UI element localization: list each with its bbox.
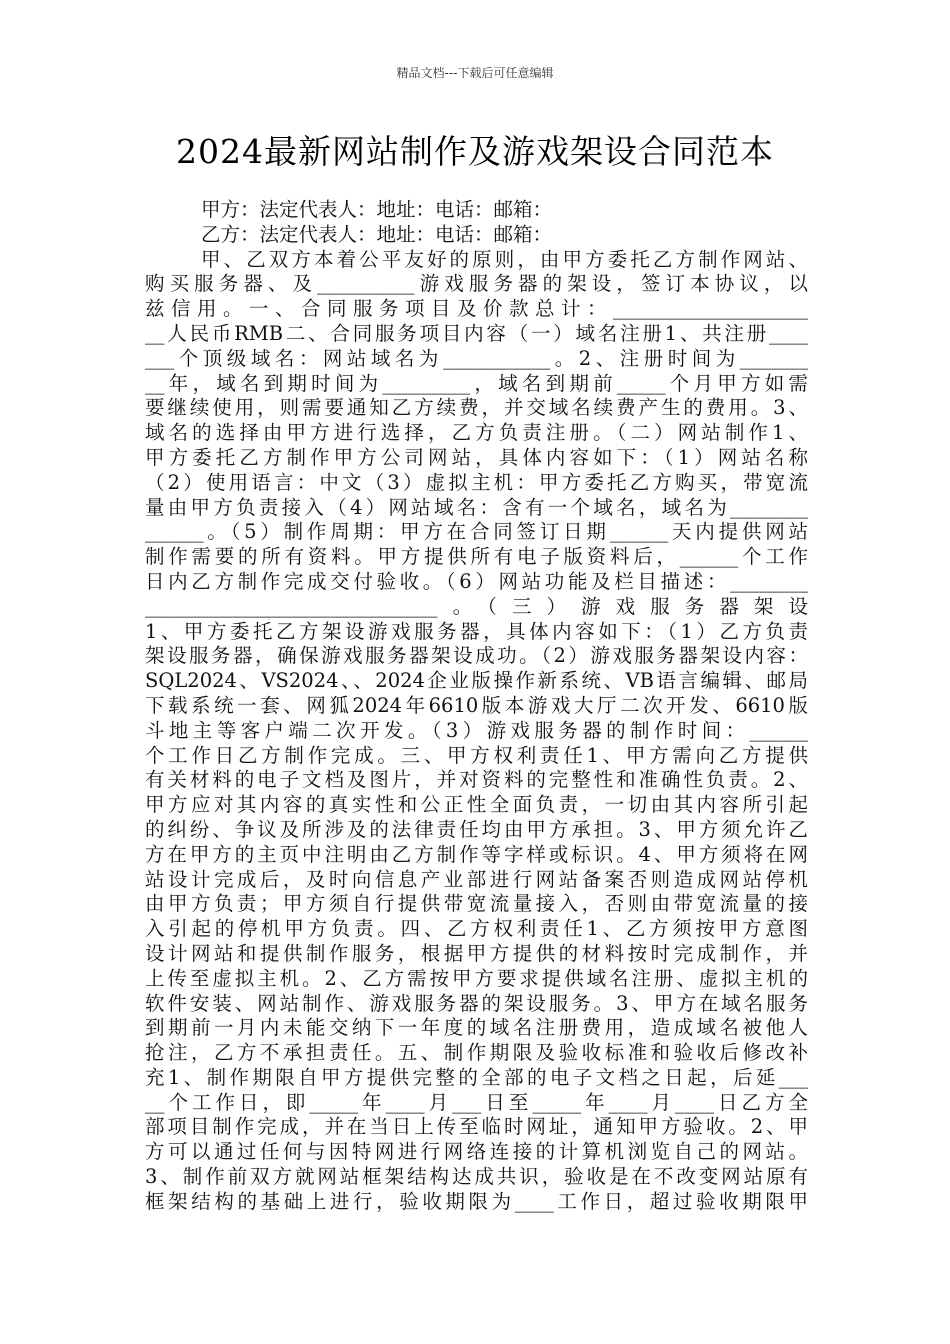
paragraph-line: 设计网站和提供制作服务，根据甲方提供的材料按时完成制作，并	[145, 941, 808, 965]
paragraph-line: （2）使用语言：中文（3）虚拟主机：甲方委托乙方购买，带宽流	[145, 470, 808, 494]
paragraph-line: 充1、制作期限自甲方提供完整的全部的电子文档之日起，后延___	[145, 1065, 808, 1089]
paragraph-line: 到期前一月内未能交纳下一年度的域名注册费用，造成域名被他人	[145, 1016, 808, 1040]
paragraph-line: 制作需要的所有资料。甲方提供所有电子版资料后，______个工作	[145, 545, 808, 569]
paragraph-line: 有关材料的电子文档及图片，并对资料的完整性和准确性负责。2、	[145, 768, 808, 792]
paragraph-line: 由甲方负责；甲方须自行提供带宽流量接入，否则由带宽流量的接	[145, 892, 808, 916]
paragraph-line: __年，域名到期时间为_________，域名到期前_____个月甲方如需	[145, 371, 808, 395]
paragraph-line: 下载系统一套、网狐2024年6610版本游戏大厅二次开发、6610版	[145, 693, 808, 717]
paragraph-line: 框架结构的基础上进行，验收期限为____工作日，超过验收期限甲	[145, 1189, 808, 1213]
paragraph-line: 方在甲方的主页中注明由乙方制作等字样或标识。4、甲方须将在网	[145, 842, 808, 866]
paragraph-line: 购买服务器、及__________游戏服务器的架设，签订本协议，以	[145, 272, 808, 296]
paragraph-line: ___个顶级域名：网站域名为___________。2、注册时间为_______	[145, 346, 808, 370]
paragraph-line: 方可以通过任何与因特网进行网络连接的计算机浏览自己的网站。	[145, 1140, 808, 1164]
paragraph-line: 日内乙方制作完成交付验收。（6）网站功能及栏目描述：________	[145, 569, 808, 593]
document-body	[145, 198, 808, 1215]
paragraph-line: SQL2024、VS2024、、2024企业版操作新系统、VB语言编辑、邮局	[145, 669, 808, 693]
paragraph-line: 甲、乙双方本着公平友好的原则，由甲方委托乙方制作网站、	[201, 247, 808, 271]
contract-paragraph	[145, 248, 808, 1215]
paragraph-line: __人民币RMB二、合同服务项目内容（一）域名注册1、共注册____	[145, 321, 808, 345]
paragraph-line: 量由甲方负责接入（4）网站域名：含有一个域名，域名为________	[145, 495, 808, 519]
paragraph-line: 1、甲方委托乙方架设游戏服务器，具体内容如下：（1）乙方负责	[145, 619, 808, 643]
paragraph-line: 3、制作前双方就网站框架结构达成共识，验收是在不改变网站原有	[145, 1165, 808, 1189]
paragraph-line: 个工作日乙方制作完成。三、甲方权利责任1、甲方需向乙方提供	[145, 743, 808, 767]
paragraph-line: __个工作日，即_____年____月___日至_____年____月____日乙方全	[145, 1090, 808, 1114]
page-header: 精品文档---下载后可任意编辑	[396, 66, 554, 80]
paragraph-line: 甲方委托乙方制作甲方公司网站，具体内容如下：（1）网站名称	[145, 445, 808, 469]
paragraph-line: 部项目制作完成，并在当日上传至临时网址，通知甲方验收。2、甲	[145, 1115, 808, 1139]
paragraph-line: 架设服务器，确保游戏服务器架设成功。（2）游戏服务器架设内容：	[145, 644, 808, 668]
paragraph-line: 站设计完成后，及时向信息产业部进行网站备案否则造成网站停机	[145, 867, 808, 891]
party-a-line: 甲方：法定代表人：地址：电话：邮箱：	[201, 198, 553, 221]
paragraph-line: 的纠纷、争议及所涉及的法律责任均由甲方承担。3、甲方须允许乙	[145, 817, 808, 841]
paragraph-line: 斗地主等客户端二次开发。（3）游戏服务器的制作时间：______	[145, 718, 808, 742]
paragraph-line: 上传至虚拟主机。2、乙方需按甲方要求提供域名注册、虚拟主机的	[145, 966, 808, 990]
paragraph-line: 入引起的停机甲方负责。四、乙方权利责任1、乙方须按甲方意图	[145, 917, 808, 941]
paragraph-line: 域名的选择由甲方进行选择，乙方负责注册。（二）网站制作1、	[145, 421, 808, 445]
paragraph-line: 要继续使用，则需要通知乙方续费，并交域名续费产生的费用。3、	[145, 396, 808, 420]
paragraph-line: ______________________________。（三）游戏服务器架设	[145, 594, 808, 618]
paragraph-line: 抢注，乙方不承担责任。五、制作期限及验收标准和验收后修改补	[145, 1041, 808, 1065]
paragraph-line: ______。（5）制作周期：甲方在合同签订日期______天内提供网站	[145, 520, 808, 544]
paragraph-line: 甲方应对其内容的真实性和公正性全面负责，一切由其内容所引起	[145, 793, 808, 817]
paragraph-line: 兹信用。一、合同服务项目及价款总计：____________________	[145, 297, 808, 321]
paragraph-line: 软件安装、网站制作、游戏服务器的架设服务。3、甲方在域名服务	[145, 991, 808, 1015]
party-b-line: 乙方：法定代表人：地址：电话：邮箱：	[201, 222, 553, 246]
document-title: 2024最新网站制作及游戏架设合同范本	[176, 132, 774, 171]
